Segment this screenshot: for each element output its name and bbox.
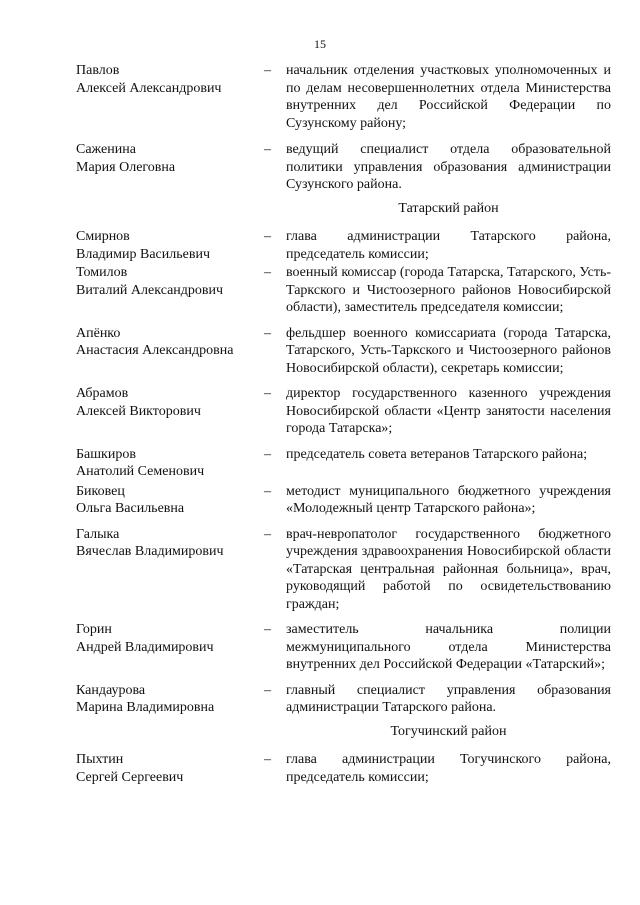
member-role: заместитель начальника полиции межмуниципального отдела Министерства внутренних дел Российской Федерации «Татарский»;	[286, 622, 611, 672]
member-given-names: Андрей Владимирович	[76, 639, 214, 655]
list-item	[76, 62, 611, 132]
dash-separator: –	[264, 483, 271, 499]
member-name	[76, 751, 264, 786]
list-item	[76, 682, 611, 717]
list-item	[76, 751, 611, 786]
member-surname: Апёнко	[76, 325, 121, 341]
section-heading	[76, 723, 611, 741]
section-title: Тогучинский район	[390, 723, 507, 739]
member-given-names: Сергей Сергеевич	[76, 769, 184, 785]
dash-separator: –	[264, 622, 271, 637]
member-given-names: Вячеслав Владимирович	[76, 544, 224, 559]
section-title: Татарский район	[398, 200, 499, 216]
member-given-names: Марина Владимировна	[76, 700, 215, 715]
dash-separator: –	[264, 446, 271, 462]
member-given-names: Владимир Васильевич	[76, 246, 210, 262]
list-item	[76, 141, 611, 194]
member-name	[76, 621, 264, 674]
member-surname: Смирнов	[76, 229, 130, 244]
member-surname: Павлов	[76, 63, 120, 78]
dash-separator: –	[264, 325, 271, 341]
member-name	[76, 466, 264, 518]
member-given-names: Алексей Александрович	[76, 80, 222, 96]
member-given-names: Виталий Александрович	[76, 282, 224, 298]
list-item	[76, 325, 611, 378]
dash-separator: –	[264, 386, 271, 401]
member-name	[76, 526, 264, 614]
list-item	[76, 621, 611, 674]
member-surname: Кандаурова	[76, 682, 146, 698]
list-item	[76, 264, 611, 317]
member-given-names: Ольга Васильевна	[76, 501, 185, 516]
member-role: глава администрации Тогучинского района, председатель комиссии;	[286, 752, 611, 785]
member-given-names: Анатолий Семенович	[76, 464, 205, 479]
member-role: председатель совета ветеранов Татарского района;	[286, 446, 588, 462]
member-role: методист муниципального бюджетного учреждения «Молодежный центр Татарского района»;	[286, 483, 611, 516]
member-role: ведущий специалист отдела образовательной политики управления образования администрации Сузунского района.	[286, 142, 611, 192]
list-item	[76, 385, 611, 438]
member-role: глава администрации Татарского района, председатель комиссии;	[286, 229, 611, 262]
member-role: фельдшер военного комиссариата (города Татарска, Татарского, Усть-Таркского и Чистоозерного районов Новосибирской области), секретарь комиссии;	[286, 325, 611, 376]
member-name	[76, 228, 264, 263]
page-number: 15	[314, 37, 326, 51]
member-role: главный специалист управления образования администрации Татарского района.	[286, 682, 611, 715]
list-item	[76, 466, 611, 518]
dash-separator: –	[264, 142, 271, 157]
dash-separator: –	[264, 752, 271, 767]
dash-separator: –	[264, 265, 271, 280]
member-role: директор государственного казенного учреждения Новосибирской области «Центр занятости населения города Татарска»;	[286, 386, 611, 436]
member-role: военный комиссар (города Татарска, Татарского, Усть-Таркского и Чистоозерного районов Новосибирской области), заместитель председателя комиссии;	[286, 265, 611, 315]
member-surname: Галыка	[76, 526, 120, 542]
dash-separator: –	[264, 526, 271, 542]
member-name	[76, 682, 264, 717]
member-name	[76, 141, 264, 194]
list-item	[76, 526, 611, 614]
member-surname: Томилов	[76, 265, 128, 280]
member-given-names: Мария Олеговна	[76, 159, 176, 175]
member-surname: Башкиров	[76, 446, 136, 462]
member-role: начальник отделения участковых уполномоченных и по делам несовершеннолетних отдела Министерства внутренних дел Российской Федерации по Сузунскому району;	[286, 63, 611, 131]
member-surname: Саженина	[76, 142, 136, 157]
member-surname: Пыхтин	[76, 752, 124, 767]
member-name	[76, 385, 264, 438]
member-name	[76, 62, 264, 132]
dash-separator: –	[264, 63, 271, 78]
member-given-names: Анастасия Александровна	[76, 343, 234, 358]
member-role: врач-невропатолог государственного бюджетного учреждения здравоохранения Новосибирской области «Татарская центральная районная больница», врач, руководящий работой по освидетельствованию граждан;	[286, 526, 611, 612]
member-given-names: Алексей Викторович	[76, 403, 201, 419]
list-item	[76, 228, 611, 263]
commission-list	[76, 62, 611, 795]
section-heading	[76, 200, 611, 218]
dash-separator: –	[264, 682, 271, 698]
dash-separator: –	[264, 229, 271, 244]
member-surname: Горин	[76, 622, 112, 637]
member-surname: Абрамов	[76, 386, 129, 401]
member-name	[76, 325, 264, 378]
member-name	[76, 264, 264, 317]
member-surname: Биковец	[76, 483, 125, 499]
